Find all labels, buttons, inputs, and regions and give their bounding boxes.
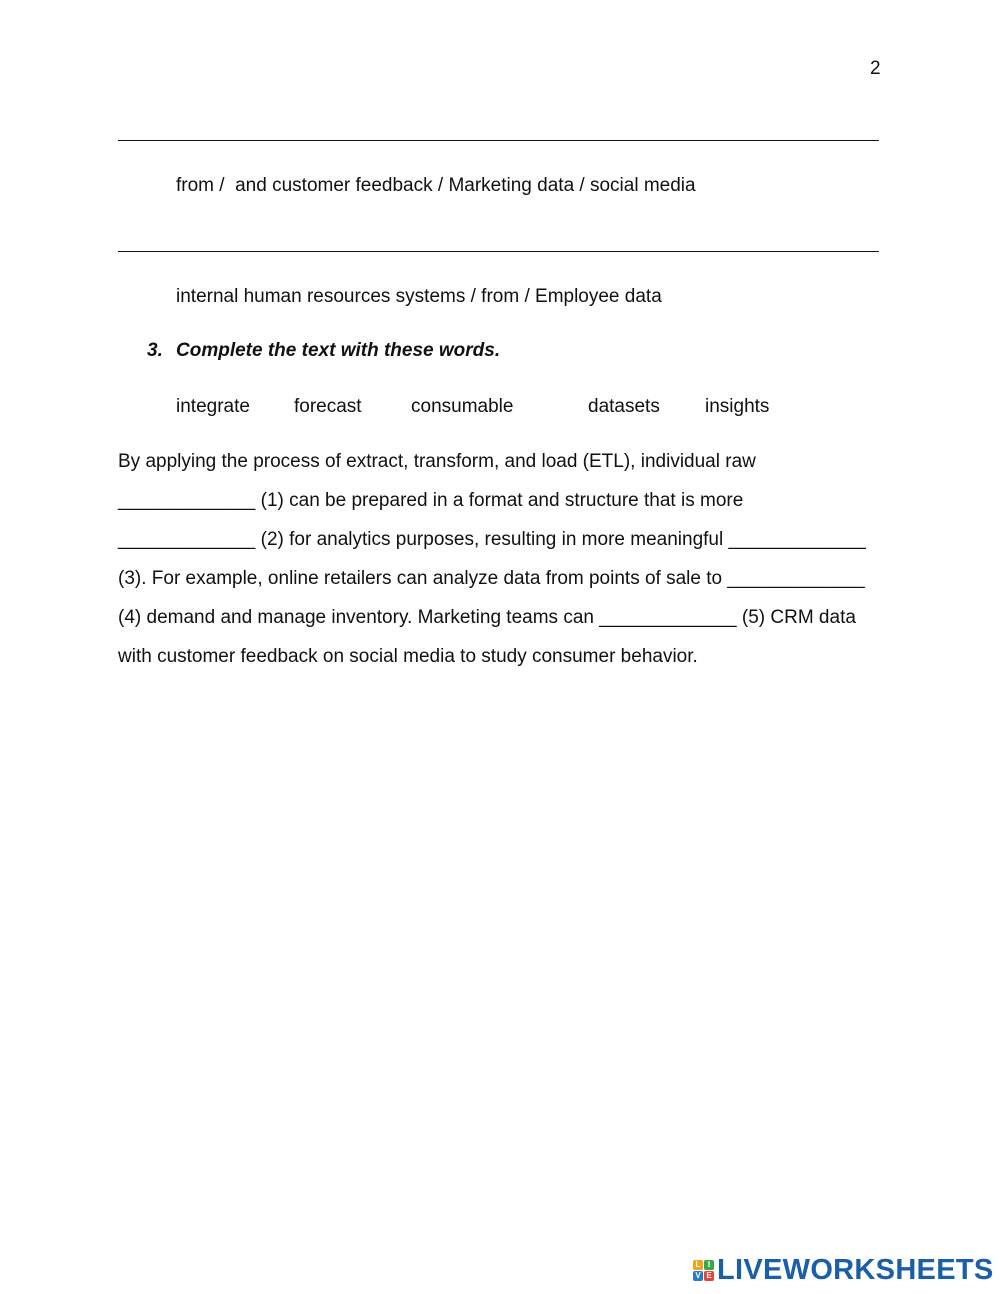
logo-mark-icon [693,1260,714,1281]
instruction-text: Complete the text with these words. [176,340,501,361]
logo-mark-letter: L [693,1260,703,1270]
paragraph-line: _____________ (2) for analytics purposes, resulting in more meaningful _____________ [118,529,866,550]
word-bank-item: integrate [176,396,250,417]
paragraph-line: (4) demand and manage inventory. Marketing teams can _____________ (5) CRM data [118,607,856,628]
liveworksheets-logo [693,1253,994,1286]
word-bank-item: insights [705,396,770,417]
paragraph-line: _____________ (1) can be prepared in a format and structure that is more [118,490,744,511]
paragraph-line: By applying the process of extract, transform, and load (ETL), individual raw [118,451,756,472]
scrambled-prompt-2: internal human resources systems / from / Employee data [176,286,662,307]
logo-mark-letter: V [693,1271,703,1281]
answer-line-1[interactable] [118,140,879,141]
scrambled-prompt-1: from / and customer feedback / Marketing data / social media [176,175,696,196]
logo-text: LIVEWORKSHEETS [717,1253,994,1286]
paragraph-line: with customer feedback on social media to study consumer behavior. [118,646,698,667]
page-number: 2 [870,58,881,79]
logo-mark-letter: E [704,1271,714,1281]
word-bank-item: consumable [411,396,514,417]
word-bank [0,396,1000,420]
word-bank-item: datasets [588,396,660,417]
word-bank-item: forecast [294,396,362,417]
answer-line-2[interactable] [118,251,879,252]
exercise-number: 3. [147,340,163,361]
paragraph-line: (3). For example, online retailers can analyze data from points of sale to _____________ [118,568,865,589]
logo-mark-letter: I [704,1260,714,1270]
exercise-3-instruction [147,340,500,362]
